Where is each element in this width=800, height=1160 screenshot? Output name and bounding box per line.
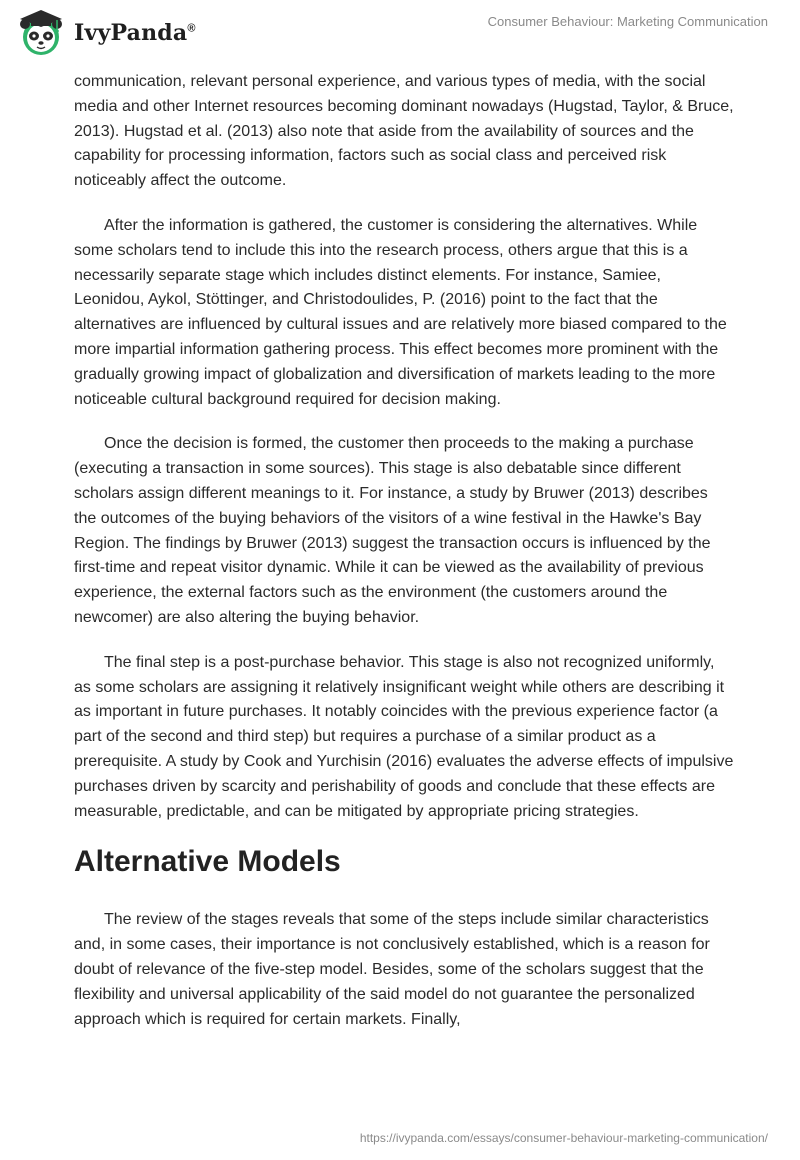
brand-name: IvyPanda® xyxy=(74,20,196,46)
registered-mark: ® xyxy=(187,22,196,35)
section-heading-alternative-models: Alternative Models xyxy=(74,845,341,879)
running-title: Consumer Behaviour: Marketing Communication xyxy=(487,14,768,29)
source-url[interactable]: https://ivypanda.com/essays/consumer-behaviour-marketing-communication/ xyxy=(359,1131,768,1145)
page-header xyxy=(0,0,800,64)
essay-content xyxy=(74,70,734,1052)
ivypanda-logo[interactable] xyxy=(16,8,196,58)
paragraph-review: The review of the stages reveals that some of the steps include similar characteristics and, in some cases, their importance is not conclusively established, which is a reason for doubt of relevance of the five-step model. Besides, some of the scholars suggest that the flexibility and universal applicability of the said model do not guarantee the personalized approach which is required for certain markets. Finally, xyxy=(74,911,710,1028)
paragraph-continuation: communication, relevant personal experience, and various types of media, with the social media and other Internet resources becoming dominant nowadays (Hugstad, Taylor, & Bruce, 2013). Hugstad et al. (2013) also note that aside from the availability of sources and the capability for processing information, factors such as social class and perceived risk noticeably affect the outcome. xyxy=(74,73,734,190)
paragraph-post-purchase: The final step is a post-purchase behavior. This stage is also not recognized uniformly, as some scholars are assigning it relatively insignificant weight while others are describing it as important in future purchases. It notably coincides with the previous experience factor (a part of the second and third step) but requires a purchase of a similar product as a prerequisite. A study by Cook and Yurchisin (2016) evaluates the adverse effects of impulsive purchases driven by scarcity and perishability of goods and conclude that these effects are measurable, predictable, and can be mitigated by appropriate pricing strategies. xyxy=(74,653,734,820)
paragraph-purchase: Once the decision is formed, the customer then proceeds to the making a purchase (executing a transaction in some sources). This stage is also debatable since different scholars assign different meanings to it. For instance, a study by Bruwer (2013) describes the outcomes of the buying behaviors of the visitors of a wine festival in the Hawke's Bay Region. The findings by Bruwer (2013) suggest the transaction occurs is influenced by the first-time and repeat visitor dynamic. While it can be viewed as the availability of previous experience, the external factors such as the environment (the customers around the newcomer) are also altering the buying behavior. xyxy=(74,435,711,626)
graduation-panda-icon xyxy=(16,8,66,58)
paragraph-alternatives: After the information is gathered, the customer is considering the alternatives. While some scholars tend to include this into the research process, others argue that this is a necessarily separate stage which includes distinct elements. For instance, Samiee, Leonidou, Aykol, Stöttinger, and Christodoulides, P. (2016) point to the fact that the alternatives are influenced by cultural issues and are relatively more biased compared to the more impartial information gathering process. This effect becomes more prominent with the gradually growing impact of globalization and diversification of markets leading to the more noticeable cultural background required for decision making. xyxy=(74,216,727,408)
